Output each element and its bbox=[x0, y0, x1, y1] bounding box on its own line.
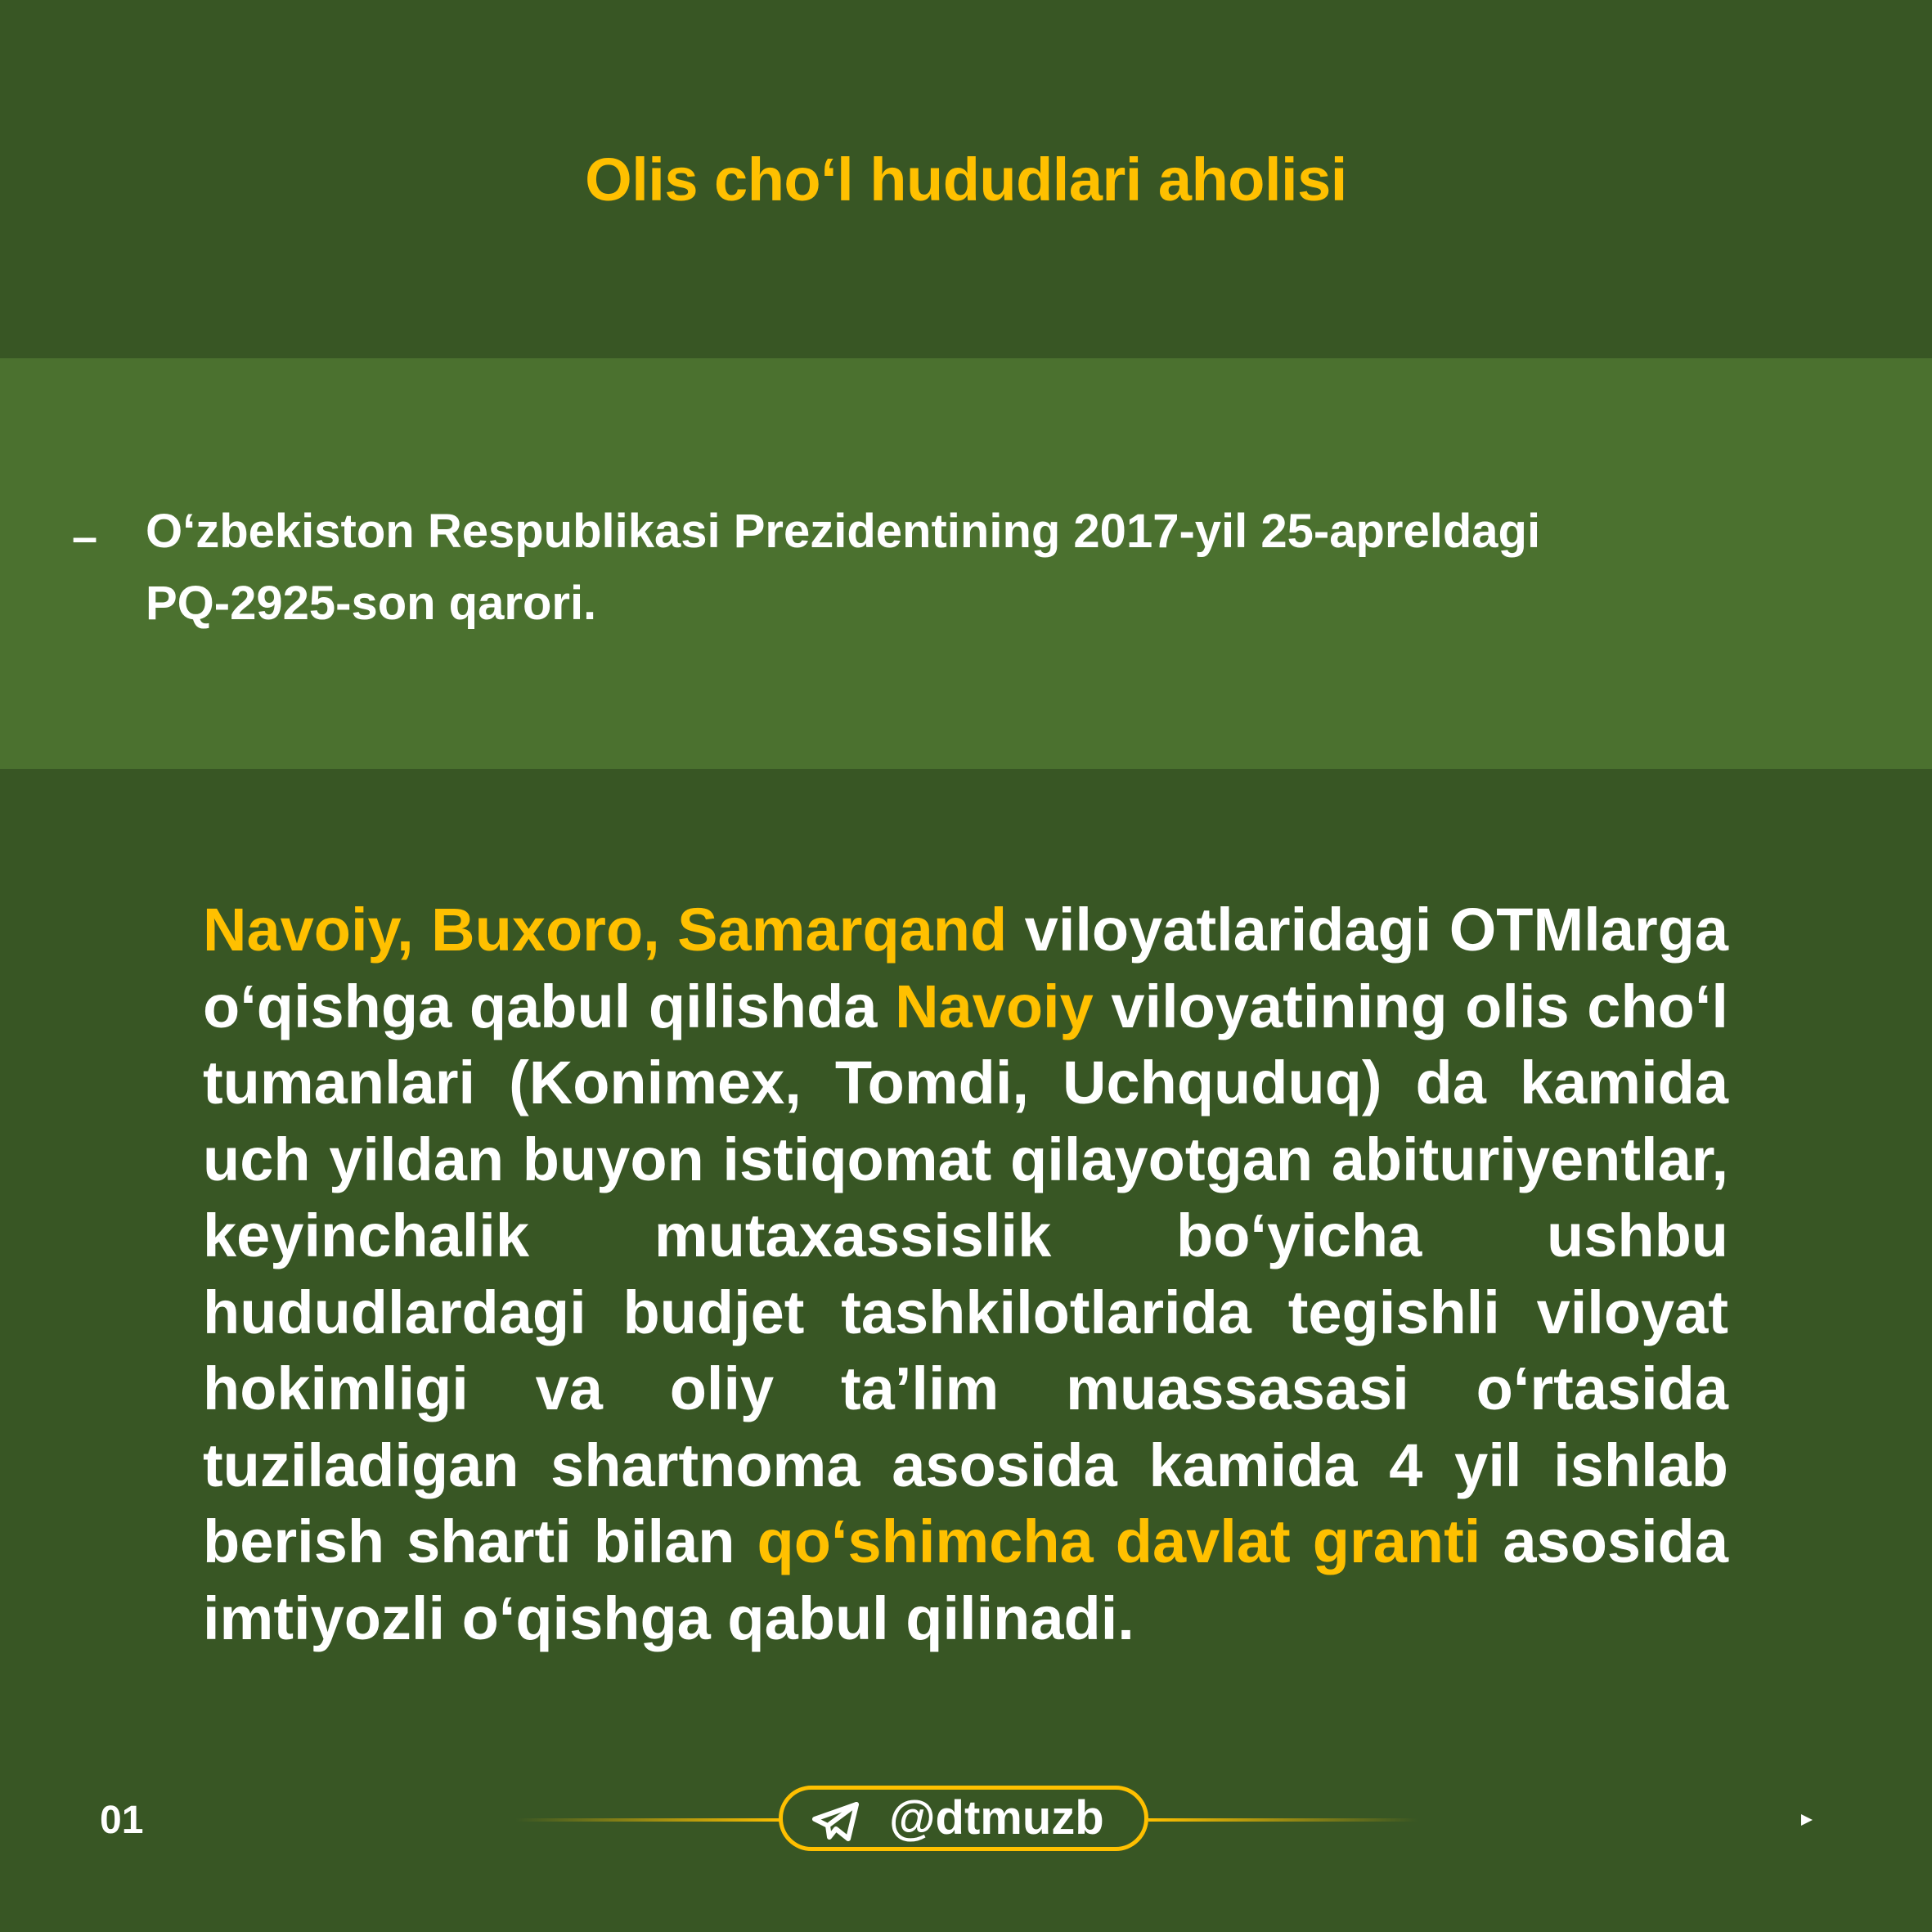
decree-reference bbox=[146, 496, 1781, 640]
highlight-navoiy: Navoiy bbox=[895, 972, 1094, 1040]
paragraph-text-1: viloyatlaridagi OTMlarga o‘qishga qabul qilishda bbox=[203, 896, 1728, 1040]
highlight-grant: qo‘shimcha davlat granti bbox=[757, 1507, 1481, 1575]
decree-line-2: PQ-2925-son qarori. bbox=[146, 577, 597, 630]
bullet-dash: – bbox=[72, 510, 98, 562]
paragraph-text-2: viloyatining olis cho‘l tumanlari (Konimex, Tomdi, Uchquduq) da kamida uch yildan buyon istiqomat qilayotgan abituriyentlar, keyinchalik mutaxassislik bo‘yicha ushbu hududlardagi budjet tashkilotlarida tegishli viloyat hokimligi va oliy ta’lim muassasasi o‘rtasida tuziladigan shartnoma asosida kamida 4 yil ishlab berish sharti bilan bbox=[203, 972, 1728, 1575]
page-title: Olis cho‘l hududlari aholisi bbox=[585, 146, 1347, 213]
telegram-handle-link[interactable] bbox=[779, 1786, 1148, 1851]
decree-line-1: O‘zbekiston Respublikasi Prezidentining 2017-yil 25-apreldagi bbox=[146, 505, 1541, 558]
highlight-regions: Navoiy, Buxoro, Samarqand bbox=[203, 896, 1008, 964]
footer-divider-right bbox=[1148, 1818, 1418, 1822]
page-number: 01 bbox=[100, 1799, 144, 1842]
footer-divider-left bbox=[515, 1818, 785, 1822]
arrow-right-icon[interactable] bbox=[1734, 1811, 1816, 1829]
telegram-handle: @dtmuzb bbox=[889, 1791, 1104, 1844]
main-paragraph bbox=[203, 892, 1728, 1656]
telegram-icon bbox=[811, 1801, 860, 1842]
paragraph-text-3: asosida imtiyozli o‘qishga qabul qilinadi. bbox=[203, 1507, 1728, 1652]
header bbox=[0, 0, 1932, 358]
